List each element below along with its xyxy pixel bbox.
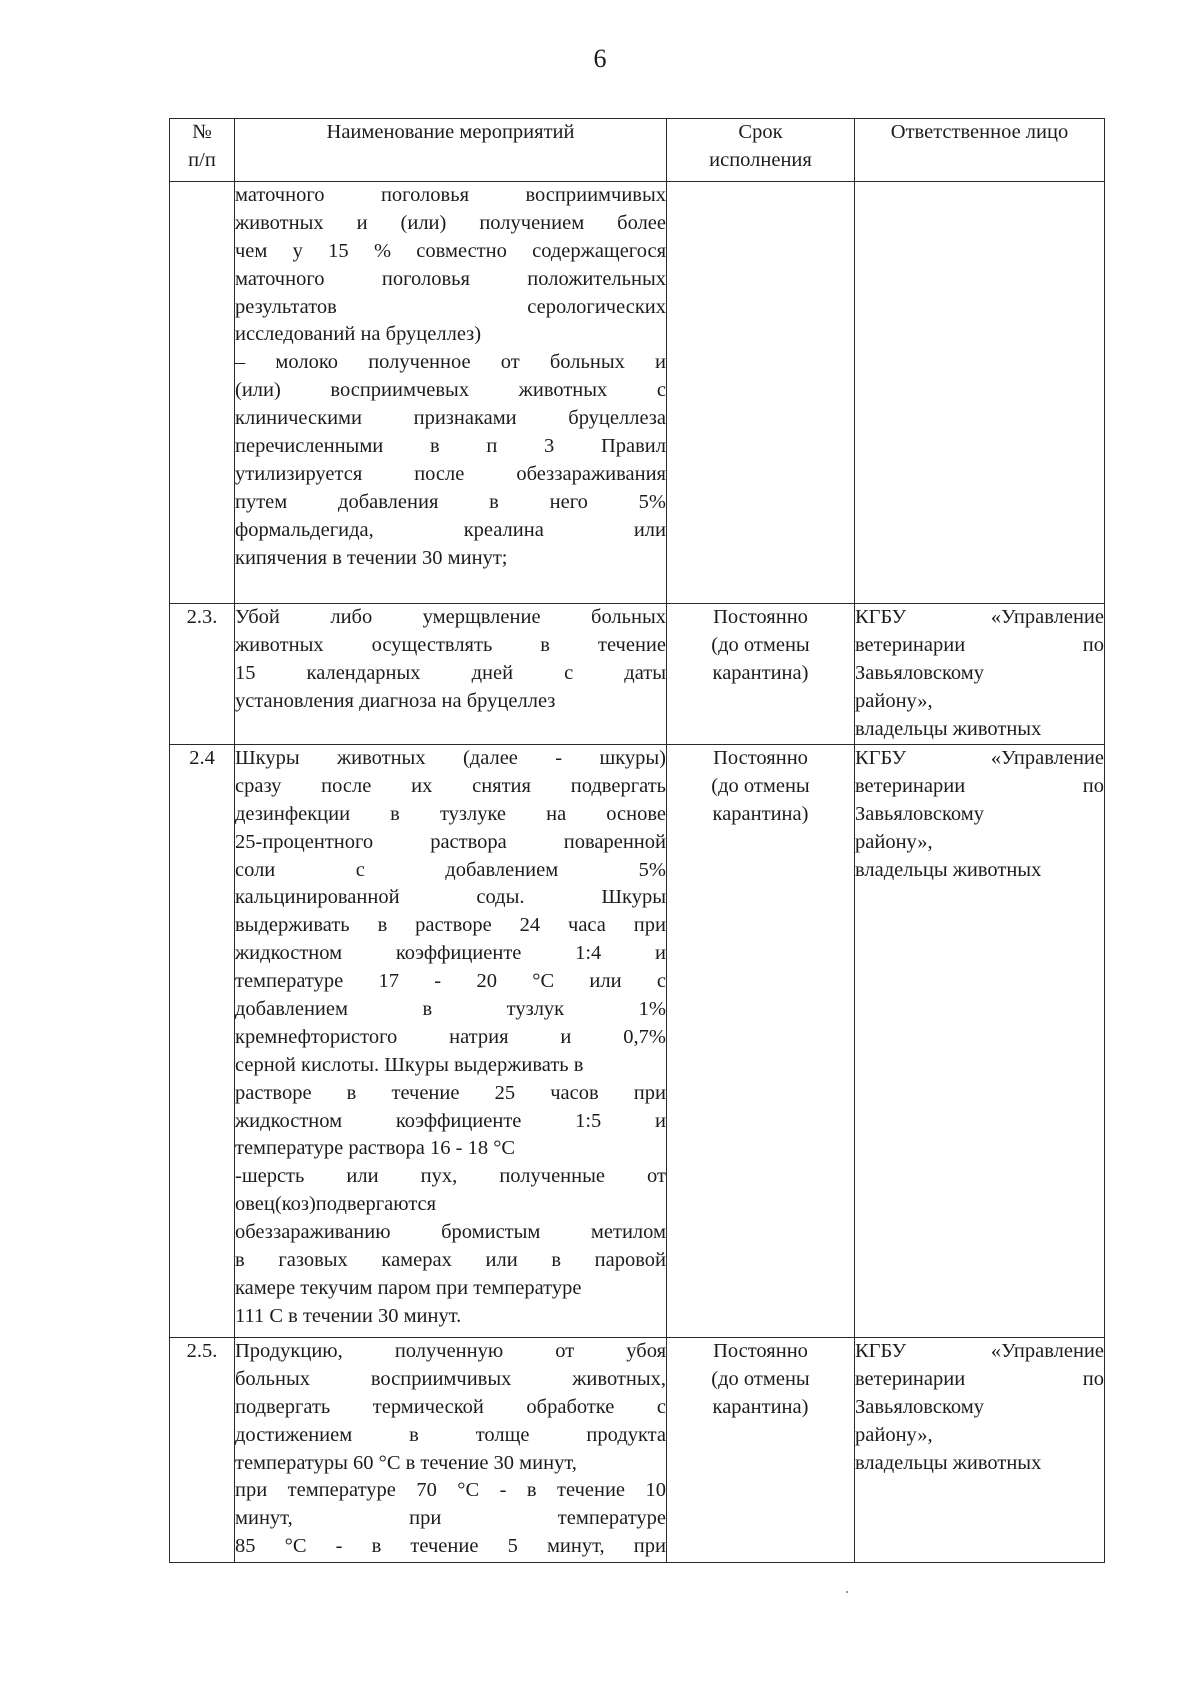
measure-text-line: растворе в течение 25 часов при: [235, 1081, 666, 1104]
measure-text-line: животных осуществлять в течение: [235, 633, 666, 656]
measure-text-line: температуры 60 °С в течение 30 минут,: [235, 1451, 577, 1474]
row-number-cell: [170, 182, 235, 604]
responsible-line: Завьяловскому: [855, 1395, 984, 1418]
header-name: [235, 119, 667, 182]
measure-text-line: кремнефтористого натрия и 0,7%: [235, 1025, 666, 1048]
responsible-line: ветеринарии по: [855, 774, 1104, 797]
measure-text-line: животных и (или) получением более: [235, 211, 666, 234]
term-line: карантина): [712, 661, 809, 684]
term-line: карантина): [712, 802, 809, 825]
measure-text-line: маточного поголовья восприимчивых: [235, 184, 666, 206]
row-number-cell: [170, 1338, 235, 1563]
responsible-cell: [855, 745, 1105, 1338]
term-line: Постоянно: [713, 747, 808, 769]
row-number: 2.3.: [186, 606, 218, 628]
measure-text-line: кальцинированной соды. Шкуры: [235, 886, 666, 909]
measure-text-line: кипячения в течении 30 минут;: [235, 546, 508, 569]
responsible-line: району»,: [855, 689, 933, 712]
responsible-line: владельцы животных: [855, 858, 1042, 881]
measure-text-line: Убой либо умерщвление больных: [235, 606, 666, 628]
measure-text-cell: [235, 745, 667, 1338]
measure-text-line: Шкуры животных (далее - шкуры): [235, 747, 666, 769]
measure-text-line: установления диагноза на бруцеллез: [235, 689, 556, 712]
table-row: [170, 745, 1105, 1338]
header-num-line: №: [192, 121, 212, 143]
responsible-line: владельцы животных: [855, 717, 1042, 740]
measures-table: [169, 118, 1105, 1563]
table-row: [170, 604, 1105, 745]
measure-text-line: овец(коз)подвергаются: [235, 1193, 437, 1216]
measure-text-line: достижением в толще продукта: [235, 1423, 666, 1446]
measure-text-line: серной кислоты. Шкуры выдерживать в: [235, 1053, 584, 1076]
measure-text-line: при температуре 70 °С - в течение 10: [235, 1479, 666, 1502]
row-number-cell: [170, 604, 235, 745]
measure-text-line: 111 С в течении 30 минут.: [235, 1304, 462, 1327]
measure-text-line: клиническими признаками бруцеллеза: [235, 407, 666, 430]
measure-text-line: путем добавления в него 5%: [235, 490, 666, 513]
responsible-line: КГБУ «Управление: [855, 1340, 1104, 1362]
measure-text-line: сразу после их снятия подвергать: [235, 774, 666, 797]
measure-text-line: 25-процентного раствора поваренной: [235, 830, 666, 853]
responsible-cell: [855, 1338, 1105, 1563]
measure-text-line: добавлением в тузлук 1%: [235, 998, 666, 1021]
measure-text-line: больных восприимчивых животных,: [235, 1367, 666, 1390]
term-line: Постоянно: [713, 1340, 808, 1362]
measure-text-line: формальдегида, креалина или: [235, 518, 666, 541]
term-line: карантина): [712, 1395, 809, 1418]
measure-text-line: маточного поголовья положительных: [235, 267, 666, 290]
responsible-line: ветеринарии по: [855, 633, 1104, 656]
measure-text-cell: [235, 1338, 667, 1563]
measure-text-line: выдерживать в растворе 24 часа при: [235, 914, 666, 937]
table-row: [170, 182, 1105, 604]
header-term-line: исполнения: [709, 148, 812, 171]
term-line: (до отмены: [711, 1367, 810, 1390]
measure-text-cell: [235, 182, 667, 604]
header-num-line: п/п: [188, 148, 216, 171]
term-line: (до отмены: [711, 633, 810, 656]
measure-text-line: – молоко полученное от больных и: [235, 351, 666, 374]
measure-text-line: результатов серологических: [235, 295, 666, 318]
header-responsible-line: Ответственное лицо: [890, 121, 1069, 143]
measure-text-line: температуре 17 - 20 °С или с: [235, 970, 666, 993]
responsible-line: ветеринарии по: [855, 1367, 1104, 1390]
term-line: (до отмены: [711, 774, 810, 797]
measure-text-line: обеззараживанию бромистым метилом: [235, 1221, 666, 1244]
responsible-line: владельцы животных: [855, 1451, 1042, 1474]
responsible-cell: [855, 182, 1105, 604]
measure-text-line: чем у 15 % совместно содержащегося: [235, 239, 666, 262]
header-name-line: Наименование мероприятий: [326, 121, 575, 143]
measure-text-line: 85 °С - в течение 5 минут, при: [235, 1535, 666, 1558]
responsible-line: КГБУ «Управление: [855, 606, 1104, 628]
table-row: [170, 1338, 1105, 1563]
measure-text-line: в газовых камерах или в паровой: [235, 1249, 666, 1272]
header-num: [170, 119, 235, 182]
responsible-line: Завьяловскому: [855, 661, 984, 684]
row-number: 2.4: [189, 747, 215, 769]
measure-text-line: перечисленными в п 3 Правил: [235, 435, 666, 458]
term-cell: [667, 604, 855, 745]
header-responsible: [855, 119, 1105, 182]
measure-text-line: соли с добавлением 5%: [235, 858, 666, 881]
measure-text-cell: [235, 604, 667, 745]
term-cell: [667, 745, 855, 1338]
table-header-row: [170, 119, 1105, 182]
term-cell: [667, 182, 855, 604]
term-cell: [667, 1338, 855, 1563]
responsible-line: району»,: [855, 1423, 933, 1446]
measure-text-line: утилизируется после обеззараживания: [235, 462, 666, 485]
measure-text-line: (или) восприимчевых животных с: [235, 379, 666, 402]
measure-text-line: жидкостном коэффициенте 1:4 и: [235, 942, 666, 965]
responsible-line: Завьяловскому: [855, 802, 984, 825]
page-number: 6: [593, 44, 607, 73]
responsible-line: КГБУ «Управление: [855, 747, 1104, 769]
header-term: [667, 119, 855, 182]
measure-text-line: Продукцию, полученную от убоя: [235, 1340, 666, 1362]
term-line: Постоянно: [713, 606, 808, 628]
responsible-cell: [855, 604, 1105, 745]
row-number-cell: [170, 745, 235, 1338]
responsible-line: району»,: [855, 830, 933, 853]
measure-text-line: дезинфекции в тузлуке на основе: [235, 802, 666, 825]
measure-text-line: исследований на бруцеллез): [235, 323, 482, 346]
row-number: 2.5.: [186, 1340, 218, 1362]
scan-speck: [846, 1591, 848, 1593]
measure-text-line: жидкостном коэффициенте 1:5 и: [235, 1109, 666, 1132]
header-term-line: Срок: [738, 121, 783, 143]
measure-text-line: подвергать термической обработке с: [235, 1395, 666, 1418]
measure-text-line: минут, при температуре: [235, 1507, 666, 1530]
measure-text-line: камере текучим паром при температуре: [235, 1276, 582, 1299]
measure-text-line: температуре раствора 16 - 18 °С: [235, 1137, 516, 1160]
measure-text-line: 15 календарных дней с даты: [235, 661, 666, 684]
measure-text-line: -шерсть или пух, полученные от: [235, 1165, 666, 1188]
